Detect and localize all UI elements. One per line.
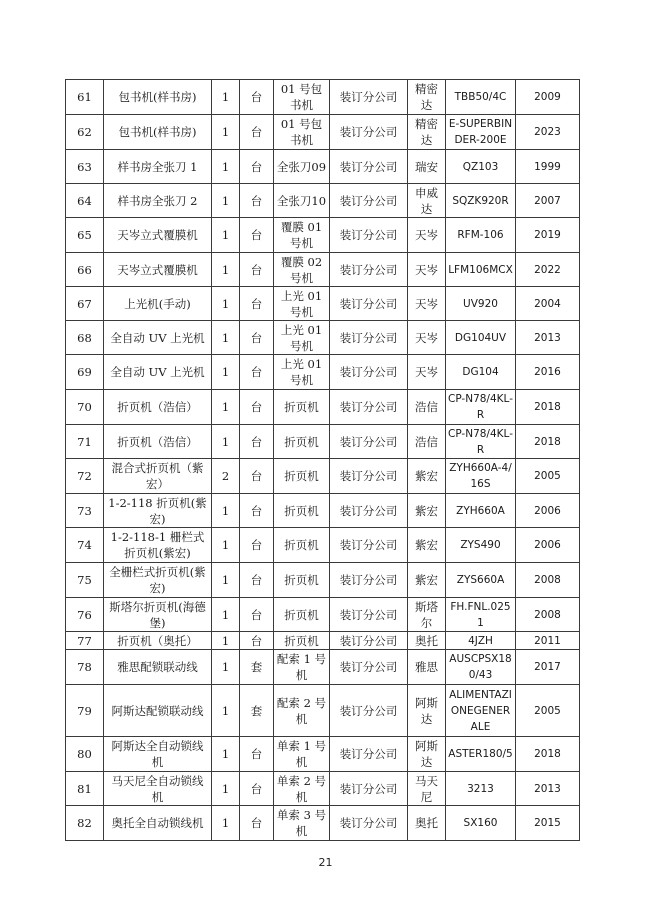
cell-year: 2013 [516,772,580,806]
cell-index: 82 [66,806,104,841]
cell-equipment-name: 阿斯达配锁联动线 [104,685,212,737]
cell-unit: 台 [240,115,274,150]
cell-year: 2006 [516,528,580,563]
cell-machine-code: 上光 01号机 [274,355,330,390]
cell-model: AUSCPSX180/43 [446,650,516,685]
table-row [66,685,580,737]
cell-unit: 台 [240,737,274,772]
cell-unit: 台 [240,459,274,494]
table-row [66,80,580,115]
cell-brand: 奥托 [408,806,446,841]
cell-model: SQZK920R [446,184,516,218]
cell-quantity: 1 [212,650,240,685]
table-row [66,218,580,253]
cell-department: 装订分公司 [330,598,408,632]
table-row [66,598,580,632]
table-row [66,355,580,390]
cell-year: 2019 [516,218,580,253]
cell-machine-code: 折页机 [274,390,330,425]
cell-index: 65 [66,218,104,253]
cell-department: 装订分公司 [330,218,408,253]
cell-department: 装订分公司 [330,563,408,598]
cell-year: 2017 [516,650,580,685]
cell-machine-code: 单索 3 号机 [274,806,330,841]
cell-machine-code: 全张刀09 [274,150,330,184]
table-row [66,287,580,321]
cell-index: 71 [66,425,104,459]
cell-machine-code: 全张刀10 [274,184,330,218]
cell-equipment-name: 天岑立式覆膜机 [104,253,212,287]
cell-quantity: 1 [212,218,240,253]
cell-unit: 套 [240,685,274,737]
cell-quantity: 1 [212,425,240,459]
cell-index: 67 [66,287,104,321]
cell-year: 2005 [516,459,580,494]
cell-department: 装订分公司 [330,772,408,806]
cell-quantity: 1 [212,150,240,184]
cell-brand: 天岑 [408,355,446,390]
cell-brand: 精密达 [408,80,446,115]
cell-unit: 台 [240,494,274,528]
cell-index: 74 [66,528,104,563]
cell-department: 装订分公司 [330,150,408,184]
cell-index: 81 [66,772,104,806]
cell-brand: 阿斯达 [408,685,446,737]
cell-machine-code: 折页机 [274,459,330,494]
table-row [66,650,580,685]
cell-model: LFM106MCX [446,253,516,287]
cell-model: UV920 [446,287,516,321]
cell-machine-code: 折页机 [274,425,330,459]
cell-brand: 浩信 [408,425,446,459]
cell-unit: 套 [240,650,274,685]
cell-model: QZ103 [446,150,516,184]
table-row [66,459,580,494]
cell-unit: 台 [240,253,274,287]
table-row [66,632,580,650]
cell-model: CP-N78/4KL-R [446,390,516,425]
cell-index: 63 [66,150,104,184]
cell-year: 2005 [516,685,580,737]
cell-model: TBB50/4C [446,80,516,115]
cell-machine-code: 配索 1 号机 [274,650,330,685]
cell-brand: 天岑 [408,287,446,321]
cell-quantity: 1 [212,287,240,321]
cell-model: E-SUPERBINDER-200E [446,115,516,150]
cell-model: SX160 [446,806,516,841]
cell-model: DG104UV [446,321,516,355]
cell-machine-code: 折页机 [274,632,330,650]
cell-year: 2023 [516,115,580,150]
cell-department: 装订分公司 [330,80,408,115]
table-row [66,425,580,459]
cell-equipment-name: 折页机（浩信） [104,425,212,459]
cell-index: 78 [66,650,104,685]
cell-unit: 台 [240,806,274,841]
cell-machine-code: 配索 2 号机 [274,685,330,737]
cell-quantity: 1 [212,806,240,841]
cell-brand: 天岑 [408,218,446,253]
cell-machine-code: 上光 01号机 [274,287,330,321]
cell-department: 装订分公司 [330,494,408,528]
cell-brand: 紫宏 [408,494,446,528]
page-number: 21 [318,856,333,869]
cell-index: 73 [66,494,104,528]
cell-machine-code: 单索 2 号机 [274,772,330,806]
cell-quantity: 1 [212,598,240,632]
cell-brand: 紫宏 [408,459,446,494]
cell-unit: 台 [240,425,274,459]
cell-model: ALIMENTAZIONEGENERALE [446,685,516,737]
cell-model: ZYS490 [446,528,516,563]
cell-machine-code: 上光 01号机 [274,321,330,355]
cell-year: 2018 [516,425,580,459]
cell-index: 64 [66,184,104,218]
cell-equipment-name: 天岑立式覆膜机 [104,218,212,253]
cell-index: 62 [66,115,104,150]
cell-quantity: 1 [212,772,240,806]
cell-unit: 台 [240,218,274,253]
cell-quantity: 1 [212,685,240,737]
cell-model: CP-N78/4KL-R [446,425,516,459]
cell-equipment-name: 折页机（浩信） [104,390,212,425]
cell-model: RFM-106 [446,218,516,253]
cell-department: 装订分公司 [330,650,408,685]
cell-equipment-name: 1-2-118-1 栅栏式折页机(紫宏) [104,528,212,563]
cell-equipment-name: 马天尼全自动锁线机 [104,772,212,806]
cell-brand: 浩信 [408,390,446,425]
cell-equipment-name: 阿斯达全自动锁线机 [104,737,212,772]
cell-machine-code: 折页机 [274,528,330,563]
cell-index: 77 [66,632,104,650]
cell-model: 4JZH [446,632,516,650]
cell-model: ZYS660A [446,563,516,598]
cell-year: 2008 [516,563,580,598]
cell-index: 79 [66,685,104,737]
cell-equipment-name: 上光机(手动) [104,287,212,321]
cell-unit: 台 [240,632,274,650]
cell-model: FH.FNL.0251 [446,598,516,632]
cell-department: 装订分公司 [330,685,408,737]
cell-model: ASTER180/5 [446,737,516,772]
cell-unit: 台 [240,355,274,390]
cell-brand: 瑞安 [408,150,446,184]
cell-quantity: 1 [212,80,240,115]
cell-department: 装订分公司 [330,528,408,563]
cell-unit: 台 [240,528,274,563]
cell-index: 80 [66,737,104,772]
cell-equipment-name: 混合式折页机（紫宏） [104,459,212,494]
cell-department: 装订分公司 [330,632,408,650]
cell-year: 2011 [516,632,580,650]
cell-quantity: 1 [212,632,240,650]
cell-brand: 马天尼 [408,772,446,806]
cell-year: 1999 [516,150,580,184]
table-row [66,528,580,563]
cell-index: 72 [66,459,104,494]
cell-department: 装订分公司 [330,115,408,150]
cell-brand: 精密达 [408,115,446,150]
cell-unit: 台 [240,184,274,218]
cell-model: ZYH660A-4/16S [446,459,516,494]
cell-department: 装订分公司 [330,737,408,772]
cell-equipment-name: 斯塔尔折页机(海德堡) [104,598,212,632]
cell-quantity: 1 [212,563,240,598]
table-row [66,390,580,425]
cell-index: 76 [66,598,104,632]
cell-year: 2022 [516,253,580,287]
cell-equipment-name: 全栅栏式折页机(紫宏) [104,563,212,598]
equipment-table [65,79,580,841]
cell-model: DG104 [446,355,516,390]
cell-equipment-name: 包书机(样书房) [104,80,212,115]
cell-year: 2018 [516,737,580,772]
cell-quantity: 1 [212,494,240,528]
cell-year: 2008 [516,598,580,632]
cell-equipment-name: 奥托全自动锁线机 [104,806,212,841]
cell-brand: 紫宏 [408,528,446,563]
cell-quantity: 1 [212,355,240,390]
cell-brand: 紫宏 [408,563,446,598]
cell-unit: 台 [240,390,274,425]
cell-quantity: 1 [212,184,240,218]
cell-machine-code: 单索 1 号机 [274,737,330,772]
cell-index: 75 [66,563,104,598]
cell-quantity: 1 [212,390,240,425]
cell-year: 2009 [516,80,580,115]
cell-equipment-name: 样书房全张刀 1 [104,150,212,184]
table-row [66,150,580,184]
cell-unit: 台 [240,150,274,184]
cell-unit: 台 [240,321,274,355]
cell-machine-code: 覆膜 01号机 [274,218,330,253]
cell-brand: 阿斯达 [408,737,446,772]
table-row [66,563,580,598]
cell-equipment-name: 折页机（奥托） [104,632,212,650]
cell-year: 2004 [516,287,580,321]
cell-machine-code: 01 号包书机 [274,115,330,150]
table-row [66,737,580,772]
cell-model: ZYH660A [446,494,516,528]
cell-quantity: 1 [212,528,240,563]
cell-machine-code: 覆膜 02号机 [274,253,330,287]
table-row [66,253,580,287]
cell-machine-code: 折页机 [274,598,330,632]
cell-equipment-name: 1-2-118 折页机(紫宏) [104,494,212,528]
cell-equipment-name: 包书机(样书房) [104,115,212,150]
cell-department: 装订分公司 [330,425,408,459]
cell-equipment-name: 全自动 UV 上光机 [104,355,212,390]
cell-unit: 台 [240,80,274,115]
cell-quantity: 1 [212,115,240,150]
cell-brand: 申威达 [408,184,446,218]
cell-year: 2018 [516,390,580,425]
cell-equipment-name: 样书房全张刀 2 [104,184,212,218]
cell-machine-code: 折页机 [274,563,330,598]
cell-unit: 台 [240,598,274,632]
cell-department: 装订分公司 [330,390,408,425]
cell-unit: 台 [240,772,274,806]
cell-department: 装订分公司 [330,321,408,355]
table-row [66,184,580,218]
cell-index: 66 [66,253,104,287]
cell-brand: 奥托 [408,632,446,650]
table-row [66,772,580,806]
table-row [66,494,580,528]
cell-department: 装订分公司 [330,287,408,321]
cell-index: 61 [66,80,104,115]
cell-quantity: 2 [212,459,240,494]
cell-unit: 台 [240,563,274,598]
cell-index: 70 [66,390,104,425]
cell-index: 68 [66,321,104,355]
cell-brand: 天岑 [408,253,446,287]
cell-department: 装订分公司 [330,355,408,390]
cell-brand: 雅思 [408,650,446,685]
cell-department: 装订分公司 [330,806,408,841]
cell-index: 69 [66,355,104,390]
cell-equipment-name: 雅思配锁联动线 [104,650,212,685]
cell-quantity: 1 [212,253,240,287]
cell-year: 2007 [516,184,580,218]
cell-year: 2015 [516,806,580,841]
cell-year: 2013 [516,321,580,355]
cell-department: 装订分公司 [330,184,408,218]
table-row [66,806,580,841]
cell-year: 2016 [516,355,580,390]
cell-department: 装订分公司 [330,459,408,494]
cell-model: 3213 [446,772,516,806]
cell-department: 装订分公司 [330,253,408,287]
cell-machine-code: 01 号包书机 [274,80,330,115]
cell-machine-code: 折页机 [274,494,330,528]
cell-equipment-name: 全自动 UV 上光机 [104,321,212,355]
cell-brand: 斯塔尔 [408,598,446,632]
table-row [66,115,580,150]
cell-unit: 台 [240,287,274,321]
cell-brand: 天岑 [408,321,446,355]
cell-year: 2006 [516,494,580,528]
table-row [66,321,580,355]
cell-quantity: 1 [212,321,240,355]
cell-quantity: 1 [212,737,240,772]
